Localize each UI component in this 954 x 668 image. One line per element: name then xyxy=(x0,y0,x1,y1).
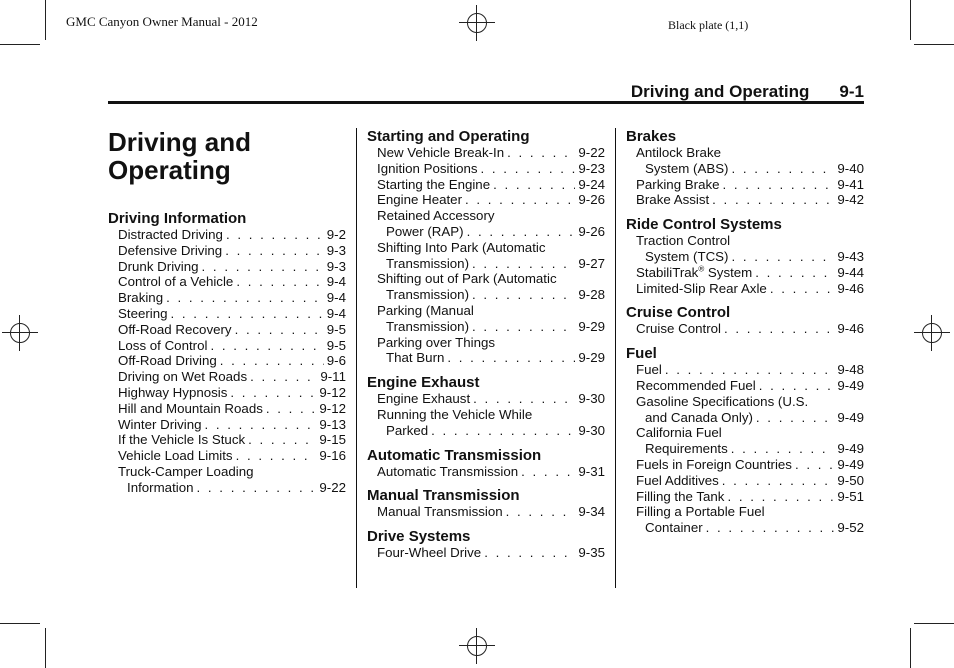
toc-entry[interactable] xyxy=(108,401,346,417)
toc-entry-label: Fuel Additives xyxy=(636,472,719,488)
leader-dots xyxy=(472,319,575,335)
section-heading[interactable]: Manual Transmission xyxy=(367,487,520,505)
toc-entry-page: 9-5 xyxy=(326,321,346,337)
leader-dots xyxy=(473,391,575,407)
toc-entry-label: Hill and Mountain Roads xyxy=(118,400,263,416)
toc-section xyxy=(367,528,605,561)
toc-entry-page: 9-12 xyxy=(319,400,346,416)
toc-entry-page: 9-28 xyxy=(578,287,605,303)
leader-dots xyxy=(731,249,834,265)
toc-entry[interactable] xyxy=(626,233,864,265)
toc-entry-label: Driving on Wet Roads xyxy=(118,369,248,385)
leader-dots xyxy=(484,545,575,561)
toc-entry-page: 9-5 xyxy=(326,337,346,353)
toc-column-2 xyxy=(367,128,605,561)
toc-entry[interactable] xyxy=(367,208,605,240)
plate-label-left: GMC Canyon Owner Manual - 2012 xyxy=(66,14,258,29)
toc-entry[interactable] xyxy=(626,425,864,457)
toc-entry-page: 9-46 xyxy=(837,280,864,296)
leader-dots xyxy=(210,338,323,354)
toc-entry-label: System (TCS) xyxy=(645,248,729,264)
toc-entry-label: Off-Road Recovery xyxy=(118,321,232,337)
toc-entry-label: Off-Road Driving xyxy=(118,353,217,369)
toc-entry-page: 9-27 xyxy=(578,255,605,271)
registration-mark-icon xyxy=(2,315,38,351)
leader-dots xyxy=(722,473,835,489)
toc-entry-label: Gasoline Specifications (U.S. xyxy=(636,393,809,409)
toc-entry[interactable] xyxy=(108,259,346,275)
toc-entry-page: 9-49 xyxy=(837,409,864,425)
crop-mark xyxy=(0,623,40,624)
toc-entry[interactable] xyxy=(367,145,605,161)
crop-mark xyxy=(45,628,46,668)
toc-entry-label: If the Vehicle Is Stuck xyxy=(118,432,246,448)
toc-entry[interactable] xyxy=(367,335,605,367)
registration-mark-icon xyxy=(459,5,495,41)
toc-entry[interactable] xyxy=(108,322,346,338)
toc-entry-page: 9-49 xyxy=(837,441,864,457)
toc-entry-label: Vehicle Load Limits xyxy=(118,448,233,464)
leader-dots xyxy=(250,369,317,385)
toc-entry[interactable] xyxy=(626,145,864,177)
toc-entry-label: Loss of Control xyxy=(118,337,208,353)
toc-section xyxy=(367,487,605,520)
toc-entry-page: 9-43 xyxy=(837,248,864,264)
leader-dots xyxy=(795,457,834,473)
leader-dots xyxy=(731,441,835,457)
leader-dots xyxy=(220,353,324,369)
leader-dots xyxy=(481,161,576,177)
toc-entry-label: Highway Hypnosis xyxy=(118,384,228,400)
leader-dots xyxy=(202,259,324,275)
toc-entry-page: 9-26 xyxy=(578,223,605,239)
toc-entry-label: Transmission) xyxy=(386,318,469,334)
registration-mark-icon xyxy=(459,628,495,664)
leader-dots xyxy=(197,480,317,496)
toc-entry[interactable] xyxy=(367,240,605,272)
toc-entry-page: 9-13 xyxy=(319,416,346,432)
toc-entry-page: 9-35 xyxy=(578,545,605,561)
toc-entry[interactable] xyxy=(367,271,605,303)
toc-entry-page: 9-44 xyxy=(837,264,864,280)
toc-entry-page: 9-23 xyxy=(578,160,605,176)
crop-mark xyxy=(45,0,46,40)
leader-dots xyxy=(665,362,835,378)
leader-dots xyxy=(266,401,317,417)
toc-section xyxy=(626,345,864,536)
running-header xyxy=(108,82,864,102)
leader-dots xyxy=(472,287,575,303)
toc-entry-label: Transmission) xyxy=(386,287,469,303)
toc-entry[interactable] xyxy=(108,385,346,401)
toc-entry-label: Steering xyxy=(118,305,168,321)
crop-mark xyxy=(914,623,954,624)
section-heading[interactable]: Starting and Operating xyxy=(367,128,530,145)
leader-dots xyxy=(506,504,576,520)
section-heading[interactable]: Ride Control Systems xyxy=(626,216,782,234)
toc-entry[interactable] xyxy=(108,464,346,496)
toc-entry-page: 9-30 xyxy=(578,422,605,438)
toc-entry-label: Power (RAP) xyxy=(386,223,464,239)
leader-dots xyxy=(723,177,835,193)
toc-entry-label: California Fuel xyxy=(636,425,722,441)
toc-entry-label: Cruise Control xyxy=(636,321,721,337)
toc-entry-label: Distracted Driving xyxy=(118,227,223,242)
section-heading[interactable]: Driving Information xyxy=(108,210,247,227)
toc-entry-label: Parked xyxy=(386,422,429,438)
section-heading[interactable]: Drive Systems xyxy=(367,528,471,546)
leader-dots xyxy=(759,378,835,394)
toc-entry[interactable] xyxy=(108,274,346,290)
toc-entry-label: That Burn xyxy=(386,350,445,366)
toc-entry-label: Brake Assist xyxy=(636,192,710,208)
toc-entry-label: Recommended Fuel xyxy=(636,377,756,393)
toc-entry-page: 9-12 xyxy=(319,384,346,400)
toc-entry-label: Information xyxy=(127,479,194,495)
section-heading[interactable]: Cruise Control xyxy=(626,304,731,322)
toc-entry-label: Parking (Manual xyxy=(377,302,474,318)
leader-dots xyxy=(248,432,316,448)
toc-section xyxy=(626,128,864,208)
toc-entry[interactable] xyxy=(108,432,346,448)
toc-entry-label: New Vehicle Break-In xyxy=(377,145,505,160)
toc-entry-page: 9-51 xyxy=(837,488,864,504)
leader-dots xyxy=(724,321,834,337)
toc-entry-page: 9-29 xyxy=(578,350,605,366)
toc-entry-label: Four-Wheel Drive xyxy=(377,545,482,561)
toc-entry-label: Filling the Tank xyxy=(636,488,725,504)
toc-entry-label: Engine Exhaust xyxy=(377,391,471,407)
toc-entry[interactable] xyxy=(367,192,605,208)
toc-column-1 xyxy=(108,128,346,496)
leader-dots xyxy=(756,410,834,426)
plate-label-right: Black plate (1,1) xyxy=(668,18,749,32)
toc-entry[interactable] xyxy=(108,243,346,259)
toc-entry-label: Manual Transmission xyxy=(377,504,503,520)
toc-entry[interactable] xyxy=(367,303,605,335)
toc-entry-label: Starting the Engine xyxy=(377,176,491,192)
leader-dots xyxy=(236,274,323,290)
toc-entry-label: and Canada Only) xyxy=(645,409,753,425)
toc-entry-label: Container xyxy=(645,520,703,536)
leader-dots xyxy=(706,520,835,536)
toc-entry-label: System (ABS) xyxy=(645,160,729,176)
toc-entry[interactable] xyxy=(626,457,864,473)
leader-dots xyxy=(205,417,317,433)
toc-entry-page: 9-4 xyxy=(326,274,346,290)
leader-dots xyxy=(727,489,834,505)
toc-entry-label: Parking Brake xyxy=(636,176,720,192)
toc-entry-label: Ignition Positions xyxy=(377,160,478,176)
crop-mark xyxy=(910,0,911,40)
toc-entry-page: 9-29 xyxy=(578,318,605,334)
toc-entry-page: 9-6 xyxy=(326,353,346,369)
toc-entry-page: 9-2 xyxy=(326,227,346,242)
toc-entry[interactable] xyxy=(626,378,864,394)
toc-entry-page: 9-48 xyxy=(837,362,864,378)
toc-entry-page: 9-22 xyxy=(578,145,605,160)
toc-section xyxy=(367,128,605,366)
leader-dots xyxy=(447,350,575,366)
crop-mark xyxy=(910,628,911,668)
toc-entry-page: 9-30 xyxy=(578,391,605,407)
toc-entry-label: Engine Heater xyxy=(377,192,463,208)
toc-entry-page: 9-15 xyxy=(319,432,346,448)
toc-entry-label: Running the Vehicle While xyxy=(377,406,533,422)
leader-dots xyxy=(236,448,317,464)
toc-entry-label: Drunk Driving xyxy=(118,258,199,274)
toc-entry[interactable] xyxy=(626,265,864,281)
toc-entry-label: Retained Accessory xyxy=(377,208,495,224)
toc-entry-page: 9-11 xyxy=(320,369,346,385)
toc-entry-page: 9-31 xyxy=(578,463,605,479)
toc-entry-page: 9-42 xyxy=(837,192,864,208)
toc-entry[interactable] xyxy=(626,177,864,193)
leader-dots xyxy=(171,306,324,322)
leader-dots xyxy=(770,281,835,297)
toc-section xyxy=(367,374,605,438)
toc-entry[interactable] xyxy=(367,464,605,480)
toc-entry-page: 9-3 xyxy=(326,242,346,258)
toc-entry-label: Truck-Camper Loading xyxy=(118,463,254,479)
toc-entry[interactable] xyxy=(626,281,864,297)
toc-entry[interactable] xyxy=(367,504,605,520)
toc-entry[interactable] xyxy=(626,489,864,505)
toc-entry-page: 9-50 xyxy=(837,472,864,488)
leader-dots xyxy=(755,265,834,281)
toc-entry[interactable] xyxy=(108,227,346,243)
toc-entry-label: Parking over Things xyxy=(377,334,496,350)
leader-dots xyxy=(467,224,576,240)
leader-dots xyxy=(230,385,316,401)
toc-entry-page: 9-40 xyxy=(837,160,864,176)
leader-dots xyxy=(431,423,575,439)
toc-entry-page: 9-3 xyxy=(326,258,346,274)
leader-dots xyxy=(465,192,575,208)
toc-entry-label: Fuel xyxy=(636,362,662,378)
toc-section xyxy=(626,304,864,337)
toc-entry-page: 9-46 xyxy=(837,321,864,337)
toc-column-3 xyxy=(626,128,864,536)
toc-section xyxy=(626,216,864,296)
toc-entry-page: 9-52 xyxy=(837,520,864,536)
section-heading[interactable]: Engine Exhaust xyxy=(367,374,480,392)
toc-entry-label: Fuels in Foreign Countries xyxy=(636,456,792,472)
column-divider xyxy=(356,128,357,588)
toc-entry-label: Transmission) xyxy=(386,255,469,271)
toc-entry-page: 9-34 xyxy=(578,504,605,520)
toc-entry[interactable] xyxy=(626,473,864,489)
leader-dots xyxy=(226,227,324,243)
toc-entry-label: Shifting Into Park (Automatic xyxy=(377,239,546,255)
leader-dots xyxy=(507,145,575,161)
toc-entry-label: Requirements xyxy=(645,441,728,457)
toc-entry-label: Filling a Portable Fuel xyxy=(636,504,765,520)
toc-entry[interactable] xyxy=(367,161,605,177)
header-rule xyxy=(108,101,864,104)
toc-entry-page: 9-4 xyxy=(326,290,346,306)
leader-dots xyxy=(472,256,575,272)
toc-entry-label: Control of a Vehicle xyxy=(118,274,234,290)
leader-dots xyxy=(235,322,324,338)
toc-entry-label: Defensive Driving xyxy=(118,242,223,258)
leader-dots xyxy=(166,290,324,306)
toc-entry-label: Automatic Transmission xyxy=(377,463,519,479)
toc-entry[interactable] xyxy=(626,192,864,208)
toc-entry-label: Winter Driving xyxy=(118,416,202,432)
toc-entry[interactable] xyxy=(626,321,864,337)
chapter-title: Driving and Operating xyxy=(108,127,252,185)
running-header-section: Driving and Operating xyxy=(630,82,810,101)
toc-entry[interactable] xyxy=(108,369,346,385)
toc-entry-label: Shifting out of Park (Automatic xyxy=(377,271,557,287)
toc-entry-label: StabiliTrak® System xyxy=(636,264,753,280)
toc-entry-page: 9-41 xyxy=(837,176,864,192)
toc-entry[interactable] xyxy=(108,306,346,322)
leader-dots xyxy=(493,177,575,193)
toc-entry-page: 9-26 xyxy=(578,192,605,208)
toc-entry-page: 9-16 xyxy=(319,448,346,464)
toc-entry[interactable] xyxy=(367,545,605,561)
toc-entry-page: 9-22 xyxy=(319,479,346,495)
toc-section xyxy=(367,447,605,480)
toc-entry-page: 9-49 xyxy=(837,456,864,472)
toc-entry[interactable] xyxy=(108,353,346,369)
toc-entry[interactable] xyxy=(626,394,864,426)
toc-entry[interactable] xyxy=(367,391,605,407)
toc-entry-label: Antilock Brake xyxy=(636,145,721,160)
toc-entry[interactable] xyxy=(108,417,346,433)
page-number: 9-1 xyxy=(839,82,864,101)
crop-mark xyxy=(0,44,40,45)
section-heading[interactable]: Brakes xyxy=(626,128,677,145)
leader-dots xyxy=(732,161,835,177)
toc-entry-page: 9-24 xyxy=(578,176,605,192)
toc-entry[interactable] xyxy=(108,338,346,354)
toc-entry[interactable] xyxy=(108,448,346,464)
leader-dots xyxy=(521,464,575,480)
toc-entry-page: 9-4 xyxy=(326,305,346,321)
crop-mark xyxy=(914,44,954,45)
toc-section xyxy=(108,210,346,496)
toc-entry-label: Traction Control xyxy=(636,233,731,249)
toc-entry-label: Limited-Slip Rear Axle xyxy=(636,280,767,296)
toc-entry[interactable] xyxy=(626,504,864,536)
leader-dots xyxy=(712,192,834,208)
section-heading[interactable]: Fuel xyxy=(626,345,657,363)
toc-entry[interactable] xyxy=(367,407,605,439)
toc-entry-page: 9-49 xyxy=(837,377,864,393)
toc-entry[interactable] xyxy=(108,290,346,306)
toc-entry[interactable] xyxy=(367,177,605,193)
toc-entry-label: Braking xyxy=(118,290,164,306)
section-heading[interactable]: Automatic Transmission xyxy=(367,446,542,464)
registration-mark-icon xyxy=(914,315,950,351)
leader-dots xyxy=(225,243,324,259)
column-divider xyxy=(615,128,616,588)
toc-entry[interactable] xyxy=(626,362,864,378)
